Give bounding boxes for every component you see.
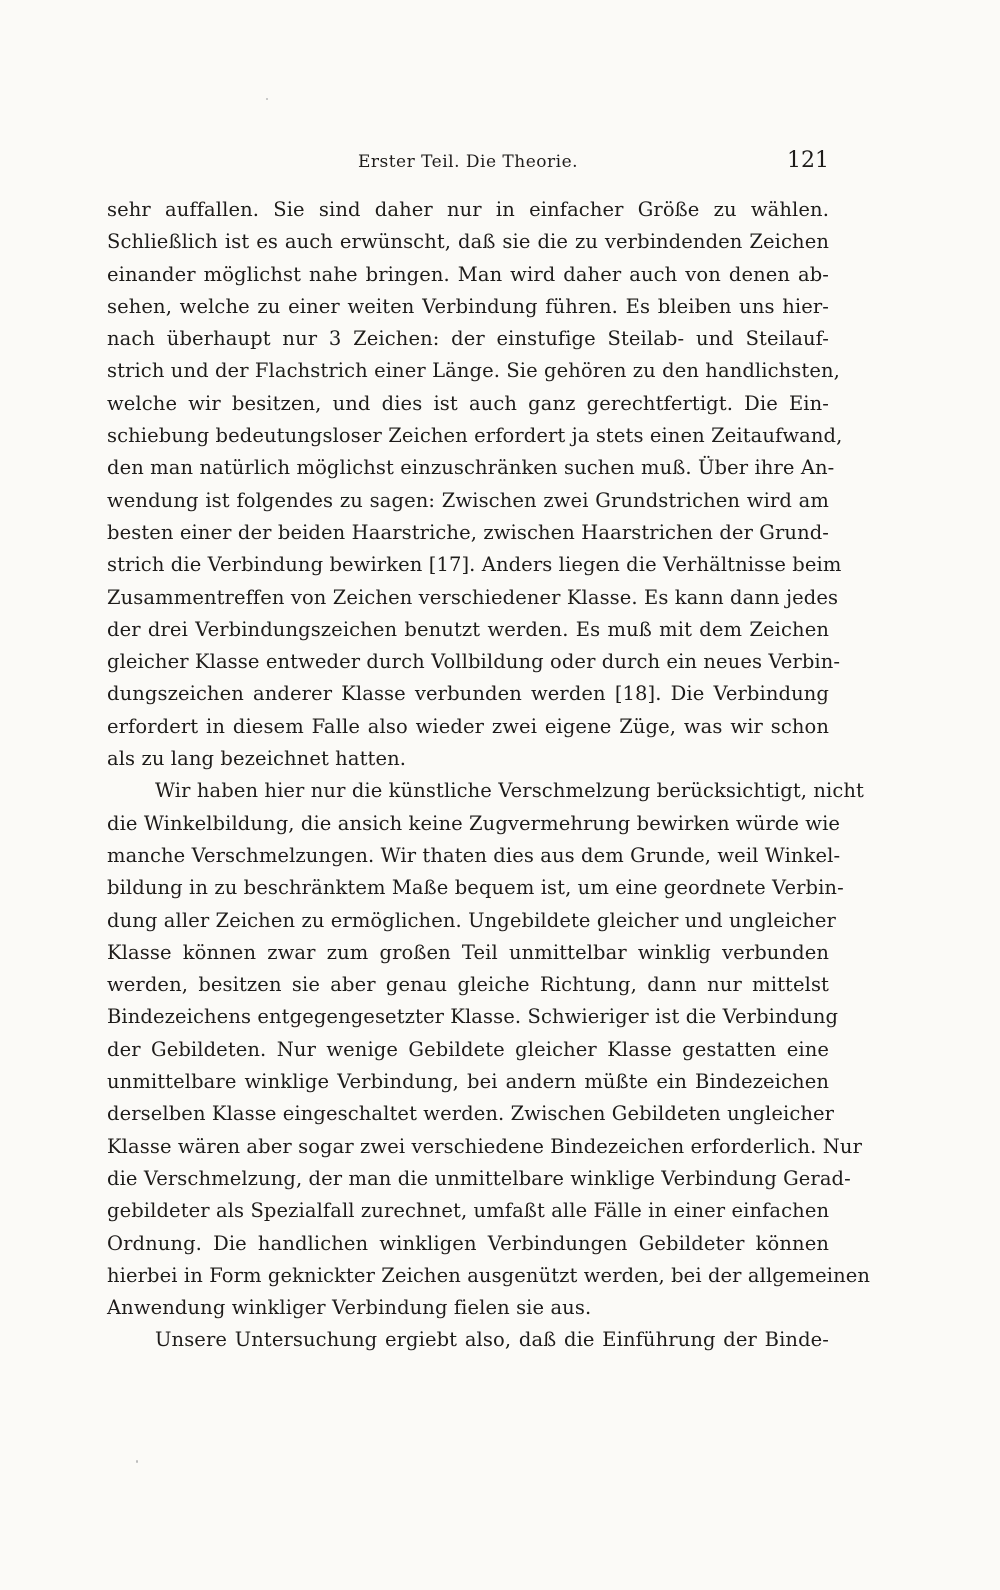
paragraph-first-line: Wir haben hier nur die künstliche Verschmelzung berücksichtigt, nicht [155, 779, 864, 803]
paragraph-first-line: Unsere Untersuchung ergiebt also, daß die Einführung der Binde- [155, 1328, 829, 1352]
text-line: die Winkelbildung, die ansich keine Zugvermehrung bewirken würde wie [107, 811, 841, 835]
paper-speck [266, 98, 268, 100]
text-line: die Verschmelzung, der man die unmittelbare winklige Verbindung Gerad- [107, 1166, 851, 1190]
text-line: Bindezeichens entgegengesetzter Klasse. Schwieriger ist die Verbindung [107, 1005, 839, 1029]
running-title: Erster Teil. Die Theorie. [357, 152, 579, 172]
text-line: den man natürlich möglichst einzuschränken suchen muß. Über ihre An- [107, 456, 835, 480]
body-text [107, 194, 871, 1357]
text-line: strich die Verbindung bewirken [17]. Anders liegen die Verhältnisse beim [107, 553, 842, 577]
text-line: der Gebildeten. Nur wenige Gebildete gleicher Klasse gestatten eine [107, 1037, 829, 1061]
text-line: wendung ist folgendes zu sagen: Zwischen zwei Grundstrichen wird am [107, 488, 829, 512]
text-line: sehr auffallen. Sie sind daher nur in einfacher Größe zu wählen. [107, 198, 829, 221]
page-number: 121 [787, 148, 829, 173]
text-line: sehen, welche zu einer weiten Verbindung führen. Es bleiben uns hier- [107, 294, 829, 318]
text-line: dungszeichen anderer Klasse verbunden werden [18]. Die Verbindung [107, 682, 829, 706]
text-line: welche wir besitzen, und dies ist auch ganz gerechtfertigt. Die Ein- [107, 391, 829, 415]
text-line: besten einer der beiden Haarstriche, zwischen Haarstrichen der Grund- [107, 520, 829, 544]
text-line: gebildeter als Spezialfall zurechnet, umfaßt alle Fälle in einer einfachen [107, 1199, 830, 1223]
text-line: bildung in zu beschränktem Maße bequem ist, um eine geordnete Verbin- [107, 876, 844, 900]
page-header [107, 148, 829, 182]
text-line: der drei Verbindungszeichen benutzt werden. Es muß mit dem Zeichen [107, 617, 829, 641]
paper-speck [136, 1460, 138, 1463]
paragraph-end-line: Anwendung winkliger Verbindung fielen sie aus. [107, 1296, 592, 1320]
text-line: nach überhaupt nur 3 Zeichen: der einstufige Steilab- und Steilauf- [107, 327, 829, 351]
text-line: Klasse wären aber sogar zwei verschiedene Bindezeichen erforderlich. Nur [107, 1134, 863, 1158]
text-line: werden, besitzen sie aber genau gleiche Richtung, dann nur mittelst [107, 973, 829, 997]
text-line: hierbei in Form geknickter Zeichen ausgenützt werden, bei der allgemeinen [107, 1263, 871, 1287]
text-line: Zusammentreffen von Zeichen verschiedener Klasse. Es kann dann jedes [107, 585, 839, 609]
text-line: unmittelbare winklige Verbindung, bei andern müßte ein Bindezeichen [107, 1070, 829, 1094]
text-line: strich und der Flachstrich einer Länge. Sie gehören zu den handlichsten, [107, 359, 840, 383]
text-line: Ordnung. Die handlichen winkligen Verbindungen Gebildeter können [107, 1231, 829, 1255]
text-line: erfordert in diesem Falle also wieder zwei eigene Züge, was wir schon [107, 714, 829, 738]
text-line: manche Verschmelzungen. Wir thaten dies aus dem Grunde, weil Winkel- [107, 843, 841, 867]
text-line: derselben Klasse eingeschaltet werden. Zwischen Gebildeten ungleicher [107, 1102, 835, 1126]
text-line: Klasse können zwar zum großen Teil unmittelbar winklig verbunden [107, 940, 829, 964]
text-line: dung aller Zeichen zu ermöglichen. Ungebildete gleicher und ungleicher [107, 908, 836, 932]
text-line: schiebung bedeutungsloser Zeichen erfordert ja stets einen Zeitaufwand, [107, 424, 843, 448]
text-line: gleicher Klasse entweder durch Vollbildung oder durch ein neues Verbin- [107, 650, 841, 674]
paragraph-end-line: als zu lang bezeichnet hatten. [107, 747, 407, 771]
text-line: Schließlich ist es auch erwünscht, daß sie die zu verbindenden Zeichen [107, 230, 829, 254]
text-line: einander möglichst nahe bringen. Man wird daher auch von denen ab- [107, 262, 829, 286]
